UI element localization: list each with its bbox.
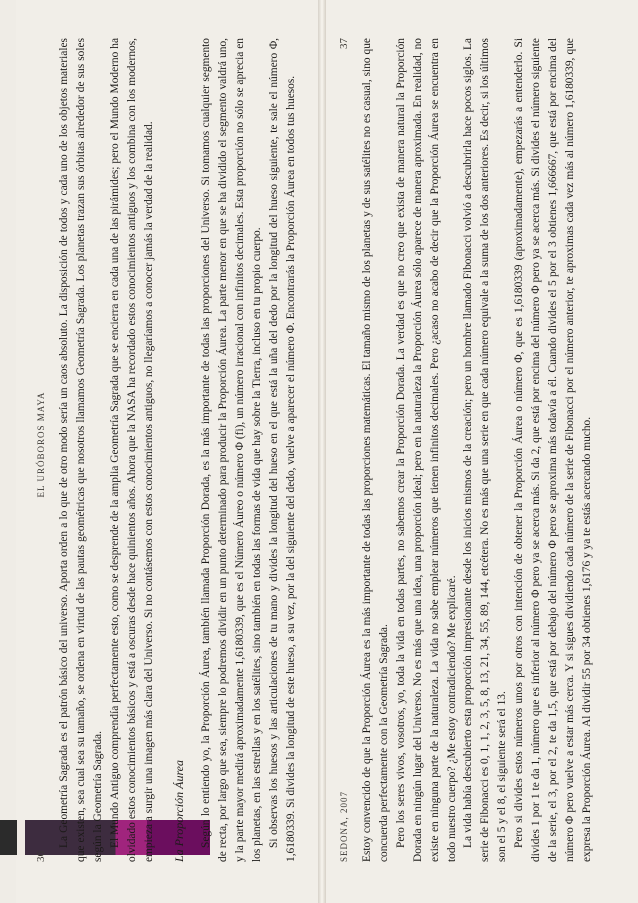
section-title: La Proporción Áurea (172, 760, 187, 862)
right-running-head: SEDONA, 2007 (339, 790, 349, 862)
left-running-head: EL URÓBOROS MAYA (36, 391, 46, 498)
paragraph: La vida había descubierto esta proporción impresionante desde los inicios mismos de la creación; pero un hombre llamado Fibonacci volvió a descubrirla hace pocos siglos. La serie de Fibonacci es 0, 1, 1, 2, 3, 5, 8, 13, 21, 34, 55, 89, 144, etcétera. No es más que una serie en que cada número equivale a la suma de los dos anteriores. Es decir, si los últimos son el 5 y el 8, el siguiente será el 13. (462, 38, 509, 862)
paragraph: Estoy convencido de que la Proporción Áurea es la más importante de todas las proporciones matemáticas. El tamaño mismo de los planetas y de sus satélites no es casual, sino que concuerda perfectamente con la Geometría Sagrada. (361, 38, 390, 862)
left-page (32, 20, 297, 880)
book-spine (318, 0, 326, 903)
right-page (335, 20, 593, 880)
left-page-header (32, 20, 50, 880)
right-page-header (335, 20, 353, 880)
paragraph: Según lo entiendo yo, la Proporción Áurea, también llamada Proporción Dorada, es la más importante de todas las proporciones del Universo. Si tomamos cualquier segmento de recta, por largo que sea, siempre lo podremos dividir en un punto determinado para producir la Proporción Áurea. La parte menor en que se ha dividido el segmento valdrá uno, y la parte mayor medirá aproximadamente 1,6180339, que es el Número Áureo o número Φ (fi), un número irracional con infinitos decimales. Esta proporción no sólo se aprecia en los planetas, en las estrellas y en los satélites, sino también en todas las formas de vida que hay sobre la Tierra, incluso en tu propio cuerpo. (200, 38, 264, 862)
paragraph: La Geometría Sagrada es el patrón básico del universo. Aporta orden a lo que de otro modo sería un caos absoluto. La disposición de todos y cada uno de los objetos materiales que existen, sea cual sea su tamaño, se ordena en virtud de las pautas geométricas que nosotros llamamos Geometría Sagrada. Los planetas trazan sus órbitas alrededor de sus soles según la Geometría Sagrada. (58, 38, 104, 862)
paragraph: Pero los seres vivos, vosotros, yo, toda la vida en todas partes, no sabemos crear la Proporción Dorada. La verdad es que no creo que exista de manera natural la Proporción Dorada en ningún lugar del Universo. No es más que una idea, una proporción ideal; pero en la naturaleza la Proporción Áurea sólo aparece de manera aproximada. En realidad, no existe en ninguna parte de la naturaleza. La vida no sabe emplear números que tienen infinitos decimales. Pero ¿acaso no acabo de decir que la Proporción Áurea se encuentra en todo nuestro cuerpo? ¿Me estoy contradiciendo? Me explicaré. (394, 38, 458, 862)
paragraph: Pero si divides estos números unos por otros con intención de obtener la Proporción Áurea o número Φ, que es 1,6180339 (aproximadamente), empezarás a entenderlo. Si divides 1 por 1 te da 1, número que es inferior al número Φ pero ya se acerca más. Si da 2, que está por encima del número Φ pero ya se acerca más. Si divides el número siguiente de la serie, el 3, por el 2, te da 1,5, que está por debajo del número Φ pero se aproxima más todavía a él. Cuando divides el 5 por el 3 obtienes 1,666667, que está por encima del número Φ pero vuelve a estar más cerca. Y si sigues dividiendo cada número de la serie de Fibonacci por el número anterior, te aproximas cada vez más al número 1,6180339, que expresa la Proporción Áurea. Al dividir 55 por 34 obtienes 1,6176 y ya te estás acercando mucho. (513, 38, 593, 862)
paragraph: El Mundo Antiguo comprendía perfectamente esto, como se desprende de la amplia Geometría Sagrada que se encierra en cada una de las pirámides; pero el Mundo Moderno ha olvidado estos conocimientos básicos y está a oscuras desde hace quinientos años. Ahora que la NASA ha recordado estos conocimientos antiguos y los combina con los modernos, empieza a surgir una imagen más clara del Universo. Si no contásemos con estos conocimientos antiguos, no llegaríamos a conocer jamás la verdad de la realidad. (108, 38, 155, 862)
paragraph: Si observas los huesos y las articulaciones de tu mano y divides la longitud del hueso en el que está la uña del dedo por la longitud del hueso siguiente, te sale el número Φ, 1,6180339. Si divides la longitud de este hueso, a su vez, por la del siguiente del dedo, vuelve a aparecer el número Φ. Encontrarás la Proporción Áurea en todos tus huesos. (267, 38, 297, 862)
left-page-body (50, 20, 300, 880)
right-page-body (353, 20, 596, 880)
right-page-number: 37 (338, 38, 350, 49)
left-page-number: 36 (35, 851, 47, 862)
page-edge (0, 0, 16, 903)
